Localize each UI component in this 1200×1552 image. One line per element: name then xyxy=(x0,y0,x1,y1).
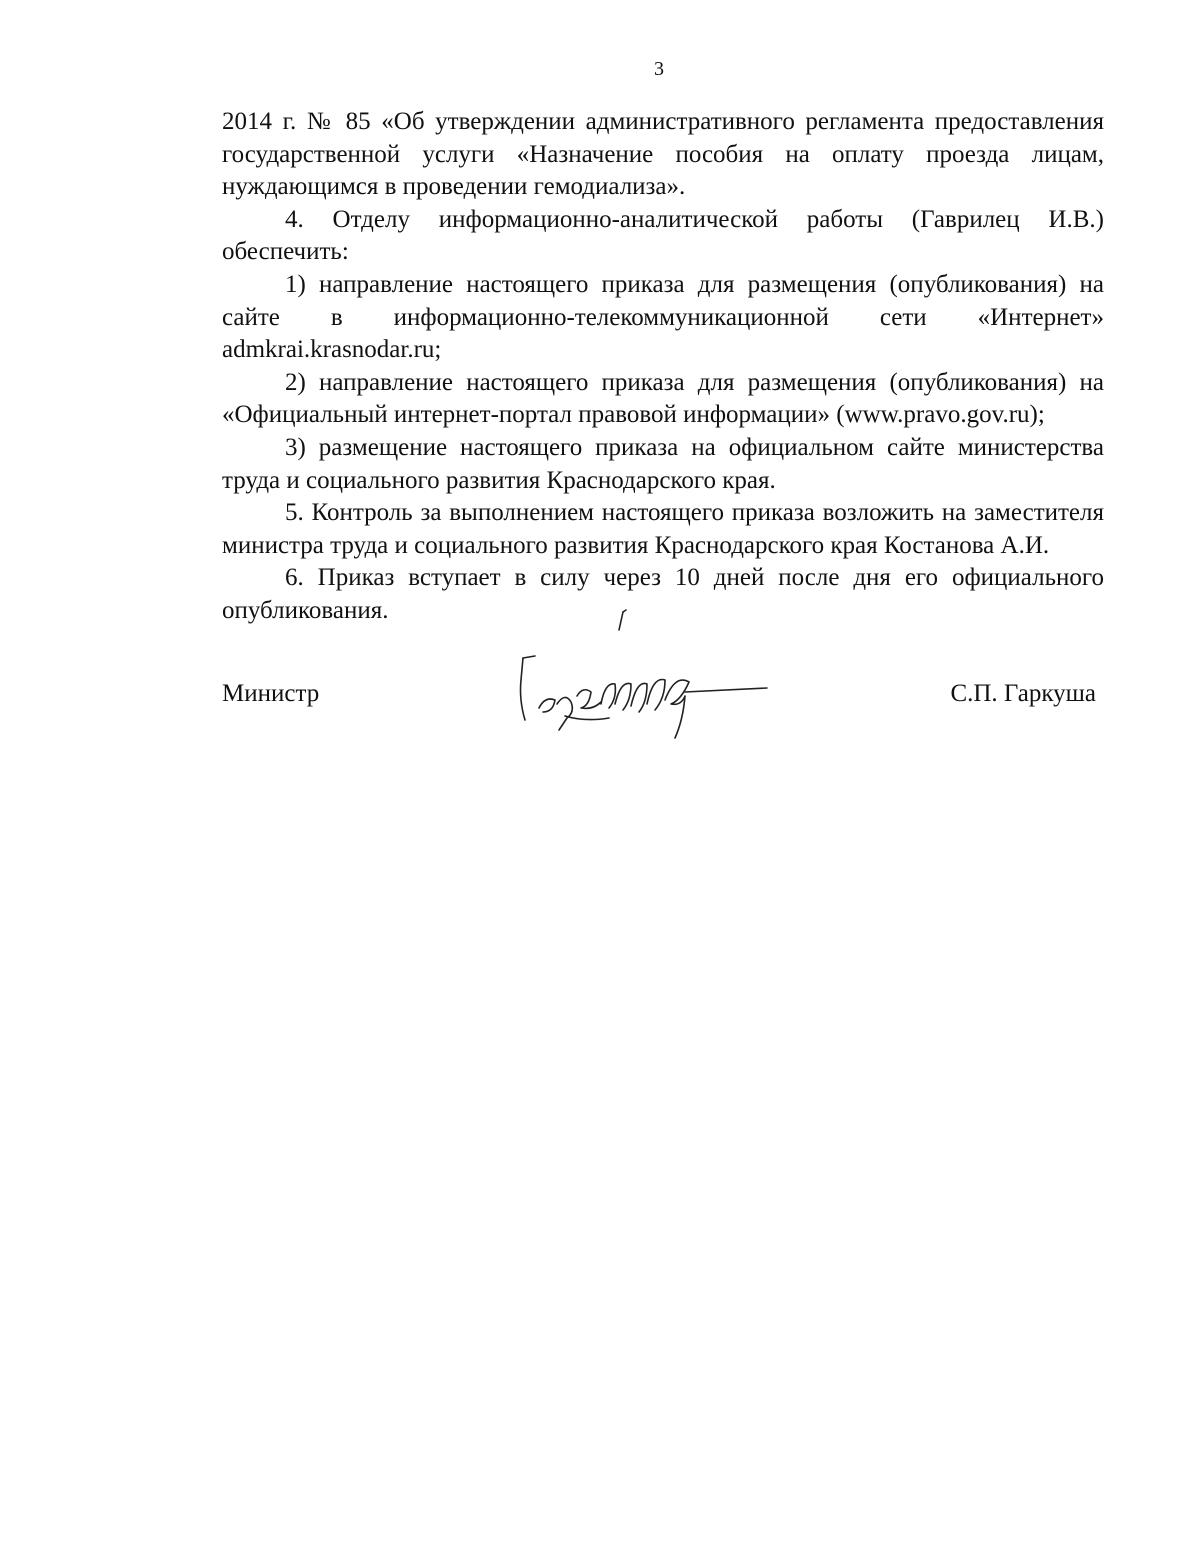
paragraph-continuation: 2014 г. № 85 «Об утверждении административного регламента предоставления государственной услуги «Назначение пособия на оплату проезда лицам, нуждающимся в проведении гемодиализа». xyxy=(222,108,1104,201)
paragraph-subitem-1: 1) направление настоящего приказа для размещения (опубликования) на сайте в информационно-телекоммуникационной сети «Интернет» admkrai.krasnodar.ru; xyxy=(222,270,1104,364)
paragraph-subitem-3: 3) размещение настоящего приказа на официальном сайте министерства труда и социального развития Краснодарского края. xyxy=(222,433,1104,494)
signatory-name: С.П. Гаркуша xyxy=(950,680,1096,707)
paragraph-item-4: 4. Отделу информационно-аналитической работы (Гаврилец И.В.) обеспечить: xyxy=(222,205,1104,266)
paragraph-item-5: 5. Контроль за выполнением настоящего приказа возложить на заместителя министра труда и социального развития Краснодарского края Костанова А.И. xyxy=(222,499,1104,559)
document-body xyxy=(222,106,1104,628)
signature-block xyxy=(222,680,1096,740)
paragraph-subitem-2: 2) направление настоящего приказа для размещения (опубликования) на «Официальный интернет-портал правовой информации» (www.pravo.gov.ru); xyxy=(222,368,1104,429)
page-number: 3 xyxy=(654,58,664,80)
paragraph-item-6: 6. Приказ вступает в силу через 10 дней после дня его официального опубликования. xyxy=(222,564,1104,624)
signatory-role: Министр xyxy=(222,680,320,707)
